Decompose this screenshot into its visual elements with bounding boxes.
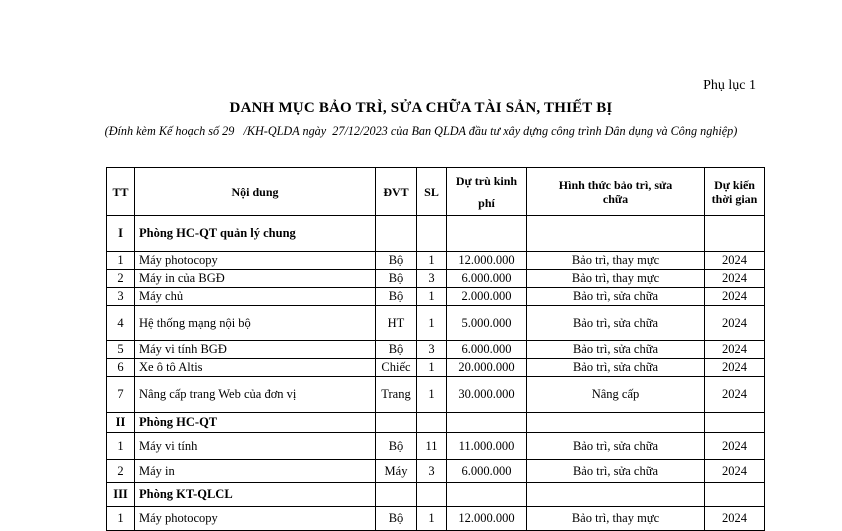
- cell-cost: 2.000.000: [447, 288, 527, 306]
- cell-qty: 1: [417, 507, 447, 531]
- cell-content: Xe ô tô Altis: [135, 359, 376, 377]
- cell-method: [527, 216, 705, 252]
- cell-time: 2024: [705, 433, 765, 460]
- table-row: [107, 341, 765, 359]
- cell-method: Bảo trì, sửa chữa: [527, 433, 705, 460]
- cell-content: Phòng KT-QLCL: [135, 483, 376, 507]
- cell-tt: 5: [107, 341, 135, 359]
- cell-unit: [376, 216, 417, 252]
- cell-qty: 1: [417, 306, 447, 341]
- cell-content: Nâng cấp trang Web của đơn vị: [135, 377, 376, 413]
- document-title: DANH MỤC BẢO TRÌ, SỬA CHỮA TÀI SẢN, THIẾT BỊ: [229, 100, 613, 116]
- cell-content: Máy chủ: [135, 288, 376, 306]
- cell-qty: 1: [417, 377, 447, 413]
- cell-unit: Bộ: [376, 288, 417, 306]
- cell-method: Nâng cấp: [527, 377, 705, 413]
- header-time: Dự kiến thời gian: [705, 168, 765, 216]
- cell-tt: 7: [107, 377, 135, 413]
- cell-time: 2024: [705, 341, 765, 359]
- table-row: [107, 460, 765, 483]
- cell-method: Bảo trì, sửa chữa: [527, 341, 705, 359]
- header-content: Nội dung: [135, 168, 376, 216]
- cell-tt: II: [107, 413, 135, 433]
- header-unit: ĐVT: [376, 168, 417, 216]
- cell-cost: 11.000.000: [447, 433, 527, 460]
- cell-tt: 6: [107, 359, 135, 377]
- cell-qty: 1: [417, 252, 447, 270]
- cell-unit: Bộ: [376, 433, 417, 460]
- cell-content: Máy vi tính BGĐ: [135, 341, 376, 359]
- cell-cost: [447, 216, 527, 252]
- cell-tt: I: [107, 216, 135, 252]
- table-body: [107, 216, 765, 531]
- cell-content: Phòng HC-QT quản lý chung: [135, 216, 376, 252]
- cell-tt: 3: [107, 288, 135, 306]
- cell-qty: [417, 483, 447, 507]
- cell-qty: 1: [417, 288, 447, 306]
- cell-unit: Bộ: [376, 341, 417, 359]
- cell-content: Máy photocopy: [135, 507, 376, 531]
- cell-unit: Bộ: [376, 270, 417, 288]
- cell-method: Bảo trì, thay mực: [527, 270, 705, 288]
- appendix-label: Phụ lục 1: [703, 78, 756, 93]
- document-subtitle: (Đính kèm Kế hoạch số 29 /KH-QLDA ngày 27/12/2023 của Ban QLDA đầu tư xây dựng công trình Dân dụng và Công nghiệp): [104, 124, 738, 138]
- cell-method: [527, 413, 705, 433]
- header-qty: SL: [417, 168, 447, 216]
- table-row: [107, 270, 765, 288]
- cell-cost: 30.000.000: [447, 377, 527, 413]
- cell-tt: 1: [107, 252, 135, 270]
- cell-unit: Bộ: [376, 507, 417, 531]
- header-cost: Dự trù kinh phí: [447, 168, 527, 216]
- cell-tt: 1: [107, 433, 135, 460]
- cell-time: 2024: [705, 306, 765, 341]
- cell-method: [527, 483, 705, 507]
- section-row: [107, 216, 765, 252]
- table-row: [107, 306, 765, 341]
- cell-method: Bảo trì, thay mực: [527, 507, 705, 531]
- cell-cost: 12.000.000: [447, 252, 527, 270]
- table-row: [107, 433, 765, 460]
- cell-unit: [376, 483, 417, 507]
- cell-qty: [417, 216, 447, 252]
- cell-content: Máy photocopy: [135, 252, 376, 270]
- cell-qty: 3: [417, 270, 447, 288]
- cell-qty: 1: [417, 359, 447, 377]
- section-row: [107, 413, 765, 433]
- cell-tt: 4: [107, 306, 135, 341]
- table-row: [107, 288, 765, 306]
- section-row: [107, 483, 765, 507]
- cell-method: Bảo trì, sửa chữa: [527, 288, 705, 306]
- header-method: Hình thức bảo trì, sửa chữa: [527, 168, 705, 216]
- cell-qty: 3: [417, 341, 447, 359]
- cell-cost: 5.000.000: [447, 306, 527, 341]
- cell-tt: 2: [107, 460, 135, 483]
- cell-time: 2024: [705, 359, 765, 377]
- cell-method: Bảo trì, sửa chữa: [527, 306, 705, 341]
- cell-content: Máy in của BGĐ: [135, 270, 376, 288]
- header-tt: TT: [107, 168, 135, 216]
- cell-content: Hệ thống mạng nội bộ: [135, 306, 376, 341]
- cell-unit: Bộ: [376, 252, 417, 270]
- cell-time: 2024: [705, 507, 765, 531]
- cell-time: 2024: [705, 288, 765, 306]
- table-row: [107, 252, 765, 270]
- cell-content: Máy in: [135, 460, 376, 483]
- cell-cost: 6.000.000: [447, 341, 527, 359]
- cell-qty: 11: [417, 433, 447, 460]
- cell-time: 2024: [705, 270, 765, 288]
- cell-time: [705, 413, 765, 433]
- cell-time: [705, 483, 765, 507]
- cell-cost: 12.000.000: [447, 507, 527, 531]
- cell-method: Bảo trì, sửa chữa: [527, 460, 705, 483]
- maintenance-table: [106, 167, 765, 531]
- table-row: [107, 377, 765, 413]
- cell-cost: 20.000.000: [447, 359, 527, 377]
- cell-time: 2024: [705, 460, 765, 483]
- cell-content: Máy vi tính: [135, 433, 376, 460]
- cell-unit: Chiếc: [376, 359, 417, 377]
- cell-tt: 2: [107, 270, 135, 288]
- cell-cost: 6.000.000: [447, 460, 527, 483]
- cell-time: 2024: [705, 252, 765, 270]
- cell-tt: III: [107, 483, 135, 507]
- table-header-row: [107, 168, 765, 216]
- cell-time: [705, 216, 765, 252]
- cell-unit: HT: [376, 306, 417, 341]
- cell-unit: [376, 413, 417, 433]
- table-row: [107, 359, 765, 377]
- cell-qty: 3: [417, 460, 447, 483]
- cell-tt: 1: [107, 507, 135, 531]
- cell-unit: Trang: [376, 377, 417, 413]
- cell-method: Bảo trì, sửa chữa: [527, 359, 705, 377]
- cell-unit: Máy: [376, 460, 417, 483]
- cell-content: Phòng HC-QT: [135, 413, 376, 433]
- cell-method: Bảo trì, thay mực: [527, 252, 705, 270]
- cell-time: 2024: [705, 377, 765, 413]
- cell-qty: [417, 413, 447, 433]
- cell-cost: [447, 483, 527, 507]
- cell-cost: 6.000.000: [447, 270, 527, 288]
- cell-cost: [447, 413, 527, 433]
- table-row: [107, 507, 765, 531]
